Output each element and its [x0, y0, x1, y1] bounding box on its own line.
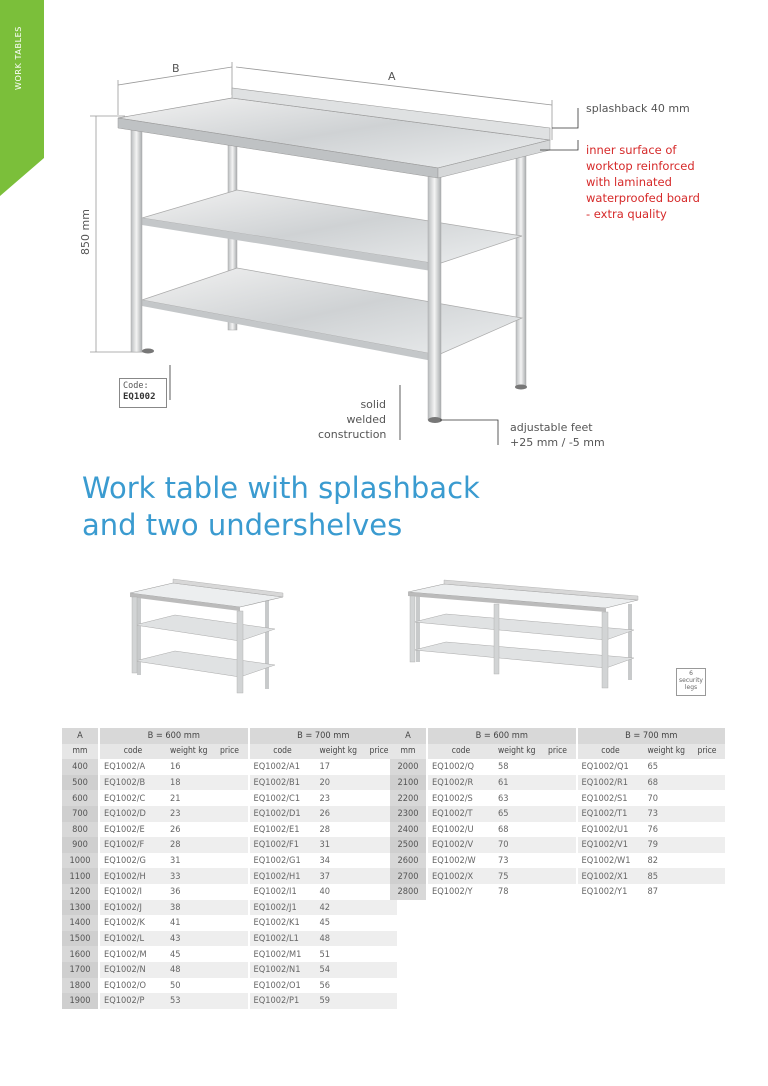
- price-cell: [361, 993, 397, 1009]
- dimension-b-label: B: [172, 62, 180, 75]
- weight-cell: 65: [647, 761, 659, 773]
- length-cell: 2600: [390, 853, 426, 869]
- price-cell: [689, 868, 725, 884]
- code-cell: EQ1002/I1: [253, 886, 297, 898]
- length-cell: 2400: [390, 822, 426, 838]
- construction-line: construction: [318, 428, 387, 441]
- code-cell: EQ1002/Q: [432, 761, 475, 773]
- section-tab-label: WORK TABLES: [14, 26, 23, 90]
- feet-line: adjustable feet: [510, 421, 593, 434]
- price-cell: [212, 806, 248, 822]
- code-cell: EQ1002/O1: [253, 979, 301, 991]
- code-cell: EQ1002/A1: [253, 761, 300, 773]
- code-header: code: [578, 744, 644, 760]
- price-header: price: [689, 744, 725, 760]
- code-cell: EQ1002/E1: [253, 823, 300, 835]
- price-cell: [212, 759, 248, 775]
- table-row: [62, 775, 397, 791]
- price-cell: [212, 822, 248, 838]
- table-row: [390, 790, 725, 806]
- table-row: [390, 884, 725, 900]
- table-row: [390, 853, 725, 869]
- weight-cell: 20: [316, 775, 362, 791]
- weight-header: weight kg: [644, 744, 690, 760]
- price-header: price: [212, 744, 248, 760]
- weight-cell: 50: [170, 979, 181, 991]
- weight-cell: 34: [319, 855, 331, 867]
- code-cell: EQ1002/E: [104, 823, 145, 835]
- weight-cell: 75: [494, 868, 540, 884]
- weight-cell: 33: [166, 868, 212, 884]
- price-cell: [689, 822, 725, 838]
- table-row: [62, 946, 397, 962]
- weight-header: weight kg: [316, 744, 362, 760]
- weight-cell: 73: [644, 806, 690, 822]
- code-cell: EQ1002/S1: [581, 792, 628, 804]
- table-row: [62, 837, 397, 853]
- legs-badge-count: 6: [689, 670, 693, 677]
- code-cell: EQ1002/U1: [581, 823, 629, 835]
- weight-cell: 79: [644, 837, 690, 853]
- code-header: code: [250, 744, 316, 760]
- length-cell: 600: [62, 790, 98, 806]
- group-700-header: B = 700 mm: [250, 728, 398, 744]
- weight-cell: 38: [166, 900, 212, 916]
- dimension-a-label: A: [388, 70, 396, 83]
- col-a-header: A: [62, 728, 98, 744]
- construction-line: welded: [346, 413, 386, 426]
- price-cell: [212, 853, 248, 869]
- table-row: [62, 931, 397, 947]
- weight-cell: 82: [647, 855, 659, 867]
- price-cell: [212, 978, 248, 994]
- price-cell: [689, 790, 725, 806]
- weight-cell: 51: [319, 948, 331, 960]
- code-cell: EQ1002/W1: [581, 855, 631, 867]
- weight-cell: 48: [316, 931, 362, 947]
- price-cell: [540, 775, 576, 791]
- code-cell: EQ1002/U: [432, 823, 474, 835]
- code-cell: EQ1002/Y1: [581, 886, 628, 898]
- weight-cell: 70: [494, 837, 540, 853]
- title-line-2: and two undershelves: [82, 508, 403, 542]
- feet-note: [510, 420, 605, 450]
- code-header: code: [428, 744, 494, 760]
- code-cell: EQ1002/J1: [250, 900, 316, 916]
- price-cell: [212, 900, 248, 916]
- weight-cell: 85: [644, 868, 690, 884]
- price-cell: [689, 806, 725, 822]
- price-cell: [212, 962, 248, 978]
- length-cell: 700: [62, 806, 98, 822]
- price-cell: [540, 822, 576, 838]
- code-cell: EQ1002/K: [104, 917, 145, 929]
- code-cell: EQ1002/L1: [250, 931, 316, 947]
- length-cell: 800: [62, 822, 98, 838]
- length-cell: 1900: [62, 993, 98, 1009]
- code-cell: EQ1002/C1: [253, 792, 301, 804]
- length-cell: 400: [62, 759, 98, 775]
- code-cell: EQ1002/F: [100, 837, 166, 853]
- length-cell: 2100: [390, 775, 426, 791]
- length-cell: 1700: [62, 962, 98, 978]
- table-thumbnail-long: [402, 578, 642, 690]
- price-cell: [540, 837, 576, 853]
- weight-cell: 48: [166, 962, 212, 978]
- weight-cell: 23: [319, 792, 331, 804]
- code-cell: EQ1002/R: [428, 775, 494, 791]
- spec-table-right: [390, 728, 725, 900]
- code-cell: EQ1002/X: [428, 868, 494, 884]
- security-legs-badge: [676, 668, 706, 696]
- price-cell: [212, 837, 248, 853]
- code-cell: EQ1002/J: [100, 900, 166, 916]
- code-cell: EQ1002/X1: [578, 868, 644, 884]
- inner-surface-line: - extra quality: [586, 207, 667, 221]
- spec-table-left: [62, 728, 397, 1009]
- construction-note: [318, 397, 386, 442]
- price-cell: [212, 946, 248, 962]
- weight-cell: 78: [498, 886, 509, 898]
- length-cell: 2000: [390, 759, 426, 775]
- code-cell: EQ1002/H: [100, 868, 166, 884]
- weight-cell: 58: [498, 761, 509, 773]
- code-cell: EQ1002/W: [432, 855, 476, 867]
- weight-cell: 42: [316, 900, 362, 916]
- table-row: [62, 884, 397, 900]
- price-cell: [361, 962, 397, 978]
- weight-cell: 68: [644, 775, 690, 791]
- table-row: [390, 822, 725, 838]
- page-title: [82, 470, 582, 544]
- length-cell: 1000: [62, 853, 98, 869]
- group-600-header: B = 600 mm: [428, 728, 576, 744]
- code-cell: EQ1002/F1: [250, 837, 316, 853]
- weight-cell: 28: [319, 823, 331, 835]
- code-cell: EQ1002/L: [100, 931, 166, 947]
- legs-badge-line: legs: [684, 684, 698, 691]
- price-cell: [212, 915, 248, 931]
- code-header: code: [100, 744, 166, 760]
- weight-cell: 36: [170, 886, 181, 898]
- code-value: EQ1002: [123, 392, 156, 402]
- code-cell: EQ1002/N1: [250, 962, 316, 978]
- price-header: price: [540, 744, 576, 760]
- code-cell: EQ1002/G1: [253, 855, 301, 867]
- code-cell: EQ1002/R1: [578, 775, 644, 791]
- table-row: [62, 853, 397, 869]
- weight-cell: 28: [166, 837, 212, 853]
- table-row: [62, 790, 397, 806]
- length-cell: 1100: [62, 868, 98, 884]
- price-cell: [361, 946, 397, 962]
- code-cell: EQ1002/V1: [578, 837, 644, 853]
- group-700-header: B = 700 mm: [578, 728, 726, 744]
- length-cell: 2500: [390, 837, 426, 853]
- table-row: [62, 900, 397, 916]
- length-cell: 1400: [62, 915, 98, 931]
- code-cell: EQ1002/H1: [250, 868, 316, 884]
- price-cell: [540, 884, 576, 900]
- price-cell: [212, 993, 248, 1009]
- code-cell: EQ1002/S: [432, 792, 473, 804]
- code-cell: EQ1002/G: [104, 855, 146, 867]
- weight-cell: 40: [319, 886, 331, 898]
- table-row: [390, 759, 725, 775]
- weight-cell: 23: [166, 806, 212, 822]
- price-cell: [212, 931, 248, 947]
- price-cell: [361, 915, 397, 931]
- length-cell: 900: [62, 837, 98, 853]
- price-cell: [540, 868, 576, 884]
- length-cell: 1500: [62, 931, 98, 947]
- price-cell: [212, 790, 248, 806]
- table-row: [390, 806, 725, 822]
- table-row: [62, 962, 397, 978]
- price-cell: [689, 853, 725, 869]
- code-cell: EQ1002/M1: [253, 948, 302, 960]
- weight-cell: 59: [316, 993, 362, 1009]
- unit-header: mm: [390, 744, 426, 760]
- group-600-header: B = 600 mm: [100, 728, 248, 744]
- code-cell: EQ1002/T1: [578, 806, 644, 822]
- weight-cell: 31: [170, 855, 181, 867]
- price-header: price: [361, 744, 397, 760]
- inner-surface-note: [586, 142, 700, 222]
- weight-cell: 31: [316, 837, 362, 853]
- length-cell: 2700: [390, 868, 426, 884]
- code-cell: EQ1002/O: [104, 979, 147, 991]
- table-row: [390, 837, 725, 853]
- weight-cell: 68: [498, 823, 509, 835]
- code-cell: EQ1002/V: [428, 837, 494, 853]
- table-row: [62, 806, 397, 822]
- length-cell: 2800: [390, 884, 426, 900]
- weight-header: weight kg: [494, 744, 540, 760]
- weight-cell: 53: [166, 993, 212, 1009]
- length-cell: 500: [62, 775, 98, 791]
- code-cell: EQ1002/B1: [250, 775, 316, 791]
- length-cell: 1600: [62, 946, 98, 962]
- code-cell: EQ1002/D1: [250, 806, 316, 822]
- code-cell: EQ1002/Q1: [581, 761, 629, 773]
- inner-surface-line: with laminated: [586, 175, 672, 189]
- code-box: [119, 378, 167, 408]
- code-cell: EQ1002/K1: [253, 917, 300, 929]
- weight-cell: 45: [170, 948, 181, 960]
- code-cell: EQ1002/D: [100, 806, 166, 822]
- table-row: [62, 993, 397, 1009]
- price-cell: [540, 806, 576, 822]
- weight-cell: 45: [319, 917, 331, 929]
- table-row: [62, 978, 397, 994]
- table-row: [62, 915, 397, 931]
- table-row: [62, 759, 397, 775]
- code-cell: EQ1002/A: [104, 761, 146, 773]
- table-row: [390, 868, 725, 884]
- price-cell: [361, 900, 397, 916]
- weight-header: weight kg: [166, 744, 212, 760]
- weight-cell: 54: [316, 962, 362, 978]
- weight-cell: 17: [319, 761, 331, 773]
- code-cell: EQ1002/C: [104, 792, 146, 804]
- price-cell: [212, 868, 248, 884]
- inner-surface-line: inner surface of: [586, 143, 677, 157]
- price-cell: [540, 790, 576, 806]
- price-cell: [689, 837, 725, 853]
- col-a-header: A: [390, 728, 426, 744]
- splashback-note: splashback 40 mm: [586, 102, 690, 115]
- weight-cell: 16: [170, 761, 181, 773]
- length-cell: 1800: [62, 978, 98, 994]
- price-cell: [540, 853, 576, 869]
- length-cell: 2300: [390, 806, 426, 822]
- code-cell: EQ1002/P1: [250, 993, 316, 1009]
- code-cell: EQ1002/P: [100, 993, 166, 1009]
- code-cell: EQ1002/N: [100, 962, 166, 978]
- price-cell: [212, 884, 248, 900]
- weight-cell: 43: [166, 931, 212, 947]
- price-cell: [689, 775, 725, 791]
- price-cell: [361, 978, 397, 994]
- weight-cell: 70: [647, 792, 659, 804]
- code-cell: EQ1002/T: [428, 806, 494, 822]
- weight-cell: 41: [170, 917, 181, 929]
- price-cell: [689, 759, 725, 775]
- title-line-1: Work table with splashback: [82, 471, 480, 505]
- weight-cell: 56: [319, 979, 331, 991]
- construction-line: solid: [360, 398, 386, 411]
- code-cell: EQ1002/Y: [432, 886, 473, 898]
- weight-cell: 26: [170, 823, 181, 835]
- weight-cell: 21: [170, 792, 181, 804]
- legs-badge-line: security: [679, 677, 703, 684]
- length-cell: 2200: [390, 790, 426, 806]
- weight-cell: 73: [498, 855, 509, 867]
- length-cell: 1300: [62, 900, 98, 916]
- weight-cell: 61: [494, 775, 540, 791]
- table-row: [390, 775, 725, 791]
- price-cell: [689, 884, 725, 900]
- height-label: 850 mm: [79, 209, 92, 255]
- code-label: Code:: [123, 381, 149, 391]
- weight-cell: 87: [647, 886, 659, 898]
- inner-surface-line: waterproofed board: [586, 191, 700, 205]
- weight-cell: 76: [647, 823, 659, 835]
- unit-header: mm: [62, 744, 98, 760]
- price-cell: [361, 931, 397, 947]
- weight-cell: 26: [316, 806, 362, 822]
- code-cell: EQ1002/B: [100, 775, 166, 791]
- price-cell: [540, 759, 576, 775]
- table-row: [62, 868, 397, 884]
- length-cell: 1200: [62, 884, 98, 900]
- table-thumbnail-small: [115, 575, 290, 700]
- code-cell: EQ1002/I: [104, 886, 142, 898]
- table-row: [62, 822, 397, 838]
- price-cell: [212, 775, 248, 791]
- weight-cell: 37: [316, 868, 362, 884]
- weight-cell: 63: [498, 792, 509, 804]
- weight-cell: 18: [166, 775, 212, 791]
- feet-line: +25 mm / -5 mm: [510, 436, 605, 449]
- inner-surface-line: worktop reinforced: [586, 159, 695, 173]
- code-cell: EQ1002/M: [104, 948, 147, 960]
- weight-cell: 65: [494, 806, 540, 822]
